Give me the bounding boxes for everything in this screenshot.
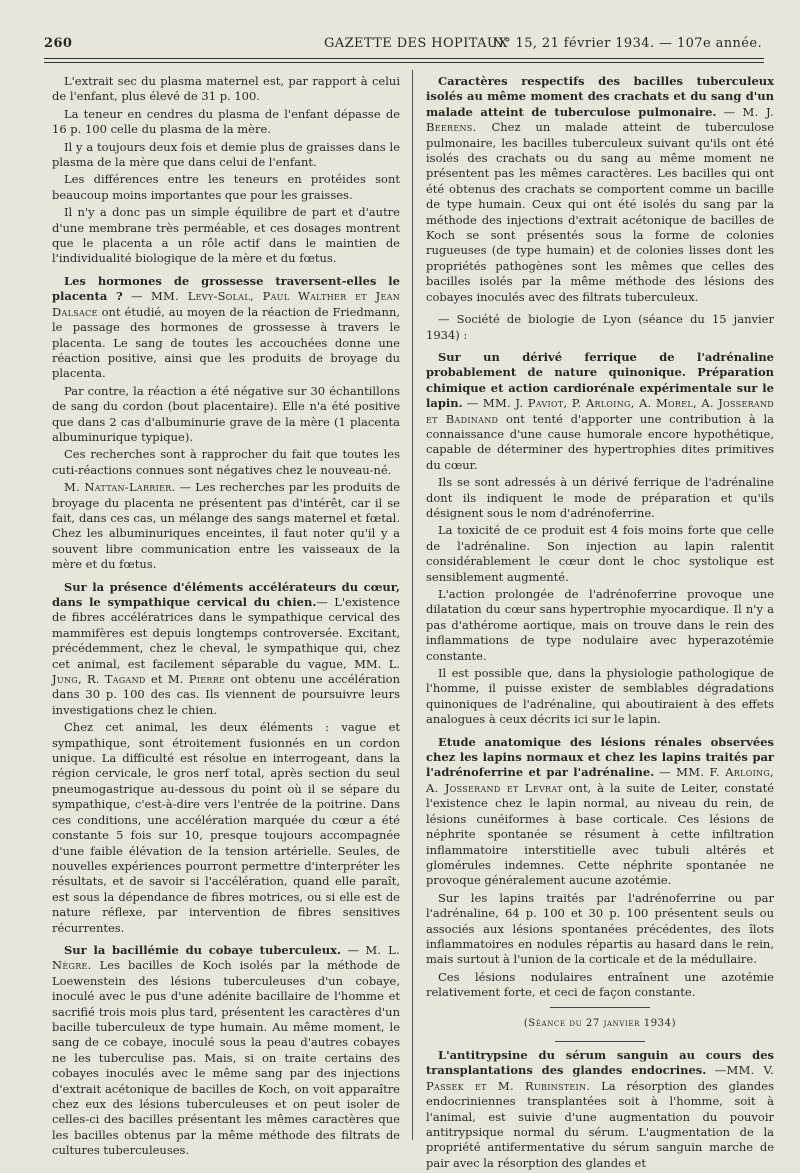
- paragraph: Ils se sont adressés à un dérivé ferrique de l'adrénaline dont ils indiquent le mode de préparation et qu'ils désignent sous le nom d'adrénoferrine.: [426, 475, 774, 520]
- header-rule-double: [44, 62, 764, 63]
- paragraph-text: — Les recherches par les produits de broyage du placenta ne présentent pas d'intérêt, car il se fait, dans ces cas, un mélange des sangs maternel et fœtal. Chez les albuminuriques enceintes, il faut noter qu'il y a souvent libre communication entre les vaisseaux de la mère et du fœtus.: [52, 480, 401, 572]
- section-hormones: Les hormones de grossesse traversent-elles le placenta ? — MM. Levy-Solal, Paul Walther et Jean Dalsace ont étudié, au moyen de la réaction de Friedmann, le passage des hormones de grossesse à travers le placenta. Le sang de toutes les accouchées donne une réaction positive, ainsi que les produits de broyage du placenta.: [52, 273, 401, 381]
- section-title: Etude anatomique des lésions rénales observées chez les lapins normaux et chez les lapins traités par l'adrénoferrine et par l'adrénaline.: [426, 734, 774, 780]
- paragraph: Les différences entre les teneurs en protéides sont beaucoup moins importantes que pour les graisses.: [52, 172, 400, 202]
- paragraph: Il y a toujours deux fois et demie plus de graisses dans le plasma de la mère que dans celui de l'enfant.: [52, 139, 400, 170]
- paragraph: L'action prolongée de l'adrénoferrine provoque une dilatation du cœur sans hypertrophie myocardique. Il n'y a pas d'athérome aortique, mais on trouve dans le rein des inflammations de type nodulaire avec hyperazotémie constante.: [426, 587, 774, 663]
- section-caracteres: Caractères respectifs des bacilles tuberculeux isolés au même moment des crachats et du sang d'un malade atteint de tuberculose pulmonaire. — M. J. Beerens. Chez un malade atteint de tuberculose pulmonaire, les bacilles tuberculeux suivant qu'ils ont été isolés des crachats ou du sang au même moment ne présentent pas les mêmes caractères. Les bacilles qui ont été obtenus des crachats se comportent comme un bacille de type humain. Ceux qui ont été isolés du sang par la méthode des injections d'extrait acétonique de bacilles de Koch se sont présentés sous la forme de colonies rugueuses (de type humain) et de colonies lisses dont les propriétés pathogènes sont les mêmes que celles des bacilles isolés par la même méthode des lésions des cobayes inoculés avec des filtrats tuberculeux.: [426, 74, 775, 304]
- authors: — MM. J. Paviot, P. Arloing, A. Morel, A. Josserand et Badinand: [426, 396, 775, 426]
- section-adrenoferrine: [426, 350, 774, 473]
- page-number: 260: [44, 36, 73, 51]
- section-bacillemie: Sur la bacillémie du cobaye tuberculeux. — M. L. Nègre. Les bacilles de Koch isolés par la méthode de Loewenstein des lésions tuberculeuses d'un cobaye, inoculé avec le pus d'une adénite bacillaire de l'homme et sacrifié trois mois plus tard, présentent les caractères d'un bacille tuberculeux de type humain. Au même moment, le sang de ce cobaye, inoculé sous la peau d'autres cobayes ne les tuberculise pas. Mais, si on traite certains des cobayes inoculés avec le même sang par des injections d'extrait acétonique de bacilles de Koch, on voit apparaître chez eux des lésions tuberculeuses et on peut isoler de celles-ci des bacilles présentant les mêmes caractères que les bacilles obtenus par la même méthode des filtrats de cultures tuberculeuses.: [52, 942, 400, 1158]
- section-text: Les bacilles de Koch isolés par la méthode de Loewenstein des lésions tuberculeuses d'un cobaye, inoculé avec le pus d'une adénite bacillaire de l'homme et sacrifié trois mois plus tard, présentent les caractères d'un bacille tuberculeux de type humain. Au même moment, le sang de ce cobaye, inoculé sous la peau d'autres cobayes ne les tuberculise pas. Mais, si on traite certains des cobayes inoculés avec le même sang par des injections d'extrait acétonique de bacilles de Koch, on voit apparaître chez eux des lésions tuberculeuses et on peut isoler de celles-ci des bacilles présentant les mêmes caractères que les bacilles obtenus par la même méthode des filtrats de cultures tuberculeuses.: [52, 958, 400, 1158]
- section-title: Les hormones de grossesse traversent-elles le placenta ?: [52, 273, 400, 304]
- section-text: ont obtenu une accélération dans 30 p. 100 des cas. Ils viennent de poursuivre leurs investigations chez le chien.: [52, 672, 401, 717]
- authors: MM. Levy-Solal, Paul Walther et Jean Dalsace: [52, 289, 401, 319]
- authors: —MM. V. Passek et M. Rubinstein.: [426, 1063, 774, 1093]
- column-separator: [412, 70, 413, 1140]
- paragraph: Sur les lapins traités par l'adrénoferrine ou par l'adrénaline, 64 p. 100 et 30 p. 100 présentent seuls ou associés aux lésions spontanées précédentes, des îlots inflammatoires en nodules répartis au hasard dans le rein, mais surtout à l'union de la corticale et de la médullaire.: [426, 890, 774, 967]
- section-divider: [555, 1041, 645, 1042]
- section-antitrypsine: [426, 1048, 774, 1171]
- author-name: Jung: [52, 672, 78, 687]
- paragraph: Ces lésions nodulaires entraînent une azotémie relativement forte, et ceci de façon constante.: [426, 969, 774, 1000]
- authors: M. Nattan-Larrier.: [64, 480, 176, 495]
- section-text: , R.: [77, 672, 105, 687]
- left-column: [52, 74, 400, 1161]
- paragraph: Il n'y a donc pas un simple équilibre de part et d'autre d'une membrane très perméable, et ces dosages montrent que le placenta a un rôle actif dans le maintien de l'individualité biologique de la mère et du fœtus.: [52, 205, 400, 266]
- header-rule: [44, 58, 764, 59]
- paragraph: L'extrait sec du plasma maternel est, par rapport à celui de l'enfant, plus élevé de 31 p. 100.: [52, 74, 400, 104]
- paragraph: Chez cet animal, les deux éléments : vague et sympathique, sont étroitement fusionnés en un cordon unique. La difficulté est résolue en interrogeant, dans la région cervicale, le gros nerf total, après section du seul pneumogastrique au-dessous du point où il se sépare du sympathique, c'est-à-dire vers l'entrée de la poitrine. Dans ces conditions, une accélération marquée du cœur a été constante 5 fois sur 10, presque toujours accompagnée d'une faible élévation de la tension artérielle. Seules, de nouvelles expériences pourront permettre d'interpréter les résultats, et de savoir si l'accélération, quand elle paraît, est sous la dépendance de fibres motrices, ou si elle est de nature réflexe, par intervention de fibres sensitives récurrentes.: [52, 720, 400, 935]
- authors: M. L. Nègre.: [52, 942, 400, 973]
- section-text: ont tenté d'apporter une contribution à la connaissance d'une cause humorale encore hypothétique, capable de déterminer des hypertrophies dites primitives du cœur.: [426, 411, 774, 472]
- issue-info: N° 15, 21 février 1934. — 107e année.: [492, 36, 762, 51]
- author-name: Pierre: [188, 672, 226, 687]
- section-text: — L'existence de fibres accélératrices dans le sympathique cervical des mammifères est depuis longtemps controversée. Excitant, précédemment, chez le cheval, le sympathique qui, chez cet animal, est facilement séparable du vague, MM. L.: [52, 595, 400, 671]
- section-title: L'antitrypsine du sérum sanguin au cours des transplantations des glandes endocrines.: [426, 1047, 774, 1078]
- section-text: La résorption des glandes endocriniennes transplantées soit à l'homme, soit à l'animal, est suivie d'une augmentation du pouvoir antitrypsique normal du sérum. L'augmentation de la propriété antifermentative du sérum sanguin marche de pair avec la résorption des glandes et: [426, 1078, 774, 1170]
- authors: — MM. F. Arloing, A. Josserand et Levrat: [426, 765, 774, 795]
- running-header: [0, 34, 800, 58]
- section-text: et M.: [145, 672, 189, 687]
- paragraph: Par contre, la réaction a été négative sur 30 échantillons de sang du cordon (bout placentaire). Elle n'a été positive que dans 2 cas d'albuminurie grave de la mère (1 placenta albuminurique typique).: [52, 383, 400, 444]
- section-text: ont, à la suite de Leiter, constaté l'existence chez le lapin normal, au niveau du rein, de lésions cunéiformes à base corticale. Ces lésions de néphrite spontanée se résument à cette infiltration inflammatoire interstitielle avec tubuli altérés et glomérules indemnes. Cette néphrite spontanée ne provoque généralement aucune azotémie.: [426, 780, 774, 888]
- section-divider: [550, 1007, 650, 1008]
- authors: M. J. Beerens.: [426, 104, 774, 135]
- section-sympathique: [52, 580, 400, 719]
- section-text: Chez un malade atteint de tuberculose pulmonaire, les bacilles tuberculeux suivant qu'ils ont été isolés des crachats ou du sang au même moment ne présentent pas les mêmes caractères. Les bacilles qui ont été obtenus des crachats se comportent comme un bacille de type humain. Ceux qui ont été isolés du sang par la méthode des injections d'extrait acétonique de bacilles de Koch se sont présentés sous la forme de colonies rugueuses (de type humain) et de colonies lisses dont les propriétés pathogènes sont les mêmes que celles des bacilles isolés par la même méthode des lésions des cobayes inoculés avec des filtrats tuberculeux.: [426, 120, 775, 304]
- section-text: ont étudié, au moyen de la réaction de Friedmann, le passage des hormones de grossesse à travers le placenta. Le sang de toutes les accouchées donne une réaction positive, ainsi que les produits de broyage du placenta.: [52, 304, 401, 381]
- section-title: Sur la présence d'éléments accélérateurs du cœur, dans le sympathique cervical du chien.: [52, 579, 400, 609]
- section-lesions-renales: [426, 735, 774, 889]
- paragraph: Ces recherches sont à rapprocher du fait que toutes les cuti-réactions connues sont négatives chez le nouveau-né.: [52, 447, 400, 477]
- paragraph: [52, 480, 400, 572]
- journal-title: GAZETTE DES HOPITAUX: [324, 36, 508, 51]
- society-heading: — Société de biologie de Lyon (séance du 15 janvier 1934) :: [426, 312, 774, 342]
- author-name: Tagand: [104, 672, 146, 687]
- section-title: Sur la bacillémie du cobaye tuberculeux.: [64, 942, 342, 957]
- right-column: [426, 74, 774, 1173]
- section-title: Caractères respectifs des bacilles tuberculeux isolés au même moment des crachats et du sang d'un malade atteint de tuberculose pulmonaire.: [426, 74, 774, 119]
- paragraph: Il est possible que, dans la physiologie pathologique de l'homme, il puisse exister de semblables dégradations quinoniques de l'adrénaline, qui aboutiraient à des effets analogues à ceux décrits ici sur le lapin.: [426, 666, 774, 727]
- paragraph: La teneur en cendres du plasma de l'enfant dépasse de 16 p. 100 celle du plasma de la mère.: [52, 106, 400, 137]
- section-title: Sur un dérivé ferrique de l'adrénaline probablement de nature quinonique. Préparation chimique et action cardiorénale expérimentale sur le lapin.: [426, 349, 774, 411]
- paragraph: La toxicité de ce produit est 4 fois moins forte que celle de l'adrénaline. Son injection au lapin ralentit considérablement le cœur dont le choc systolique est sensiblement augmenté.: [426, 523, 774, 584]
- seance-heading: (Séance du 27 janvier 1934): [523, 1017, 677, 1029]
